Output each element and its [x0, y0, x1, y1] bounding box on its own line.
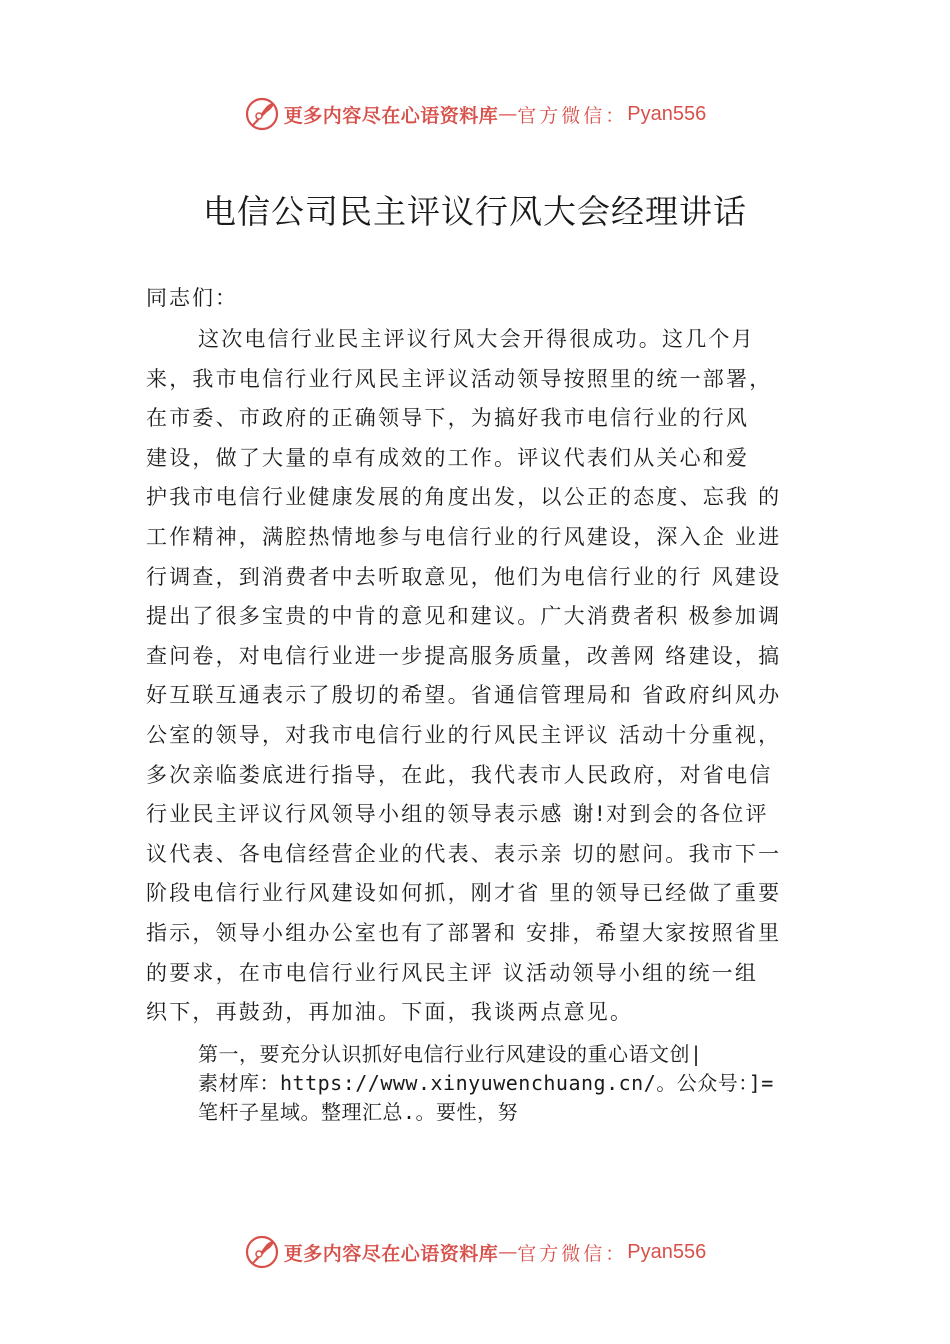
- footer-watermark-banner: [0, 1232, 950, 1272]
- body-line: 查问卷，对电信行业进一步提高服务质量，改善网 络建设，搞: [146, 643, 782, 668]
- body-line: 行调查，到消费者中去听取意见，他们为电信行业的行 风建设: [146, 564, 782, 589]
- banner-text: 更多内容尽在心语资料库: [283, 1242, 499, 1265]
- banner-wechat-id: Pyan556: [627, 1240, 707, 1263]
- body-line: 阶段电信行业行风建设如何抓，刚才省 里的领导已经做了重要: [146, 881, 782, 906]
- body-line: 指示，领导小组办公室也有了部署和 安排，希望大家按照省里: [146, 920, 782, 945]
- banner-label: 官方微信：: [517, 1242, 628, 1265]
- body-line: 提出了很多宝贵的中肯的意见和建议。广大消费者积 极参加调: [146, 604, 782, 629]
- body-line: 的要求，在市电信行业行风民主评 议活动领导小组的统一组: [146, 960, 759, 985]
- banner-wechat-id: Pyan556: [627, 102, 707, 125]
- closing-line: 素材库：https://www.xinyuwenchuang.cn/。公众号：]=: [198, 1071, 774, 1095]
- body-line: 这次电信行业民主评议行风大会开得很成功。这几个月: [198, 327, 755, 351]
- banner-separator: —: [498, 103, 518, 125]
- body-line: 好互联互通表示了殷切的希望。省通信管理局和 省政府纠风办: [146, 683, 782, 708]
- body-line: 工作精神，满腔热情地参与电信行业的行风建设，深入企 业进: [146, 524, 782, 549]
- salutation: 同志们：: [146, 286, 238, 310]
- closing-line: 笔杆子星域。整理汇总.。要性，努: [198, 1100, 519, 1124]
- banner-separator: —: [498, 1241, 518, 1263]
- banner-label: 官方微信：: [517, 104, 628, 127]
- quill-logo-icon: [244, 1234, 280, 1270]
- closing-paragraph: [198, 1040, 838, 1127]
- document-title: 电信公司民主评议行风大会经理讲话: [203, 192, 747, 231]
- body-line: 行业民主评议行风领导小组的领导表示感 谢!对到会的各位评: [146, 802, 769, 827]
- body-line: 来，我市电信行业行风民主评议活动领导按照里的统一部署，: [146, 366, 773, 391]
- quill-logo-icon: [244, 96, 280, 132]
- body-line: 议代表、各电信经营企业的代表、表示亲 切的慰问。我市下一: [146, 841, 782, 866]
- body-line: 织下，再鼓劲，再加油。下面，我谈两点意见。: [146, 1000, 634, 1025]
- body-paragraph: [146, 320, 836, 1033]
- body-line: 护我市电信行业健康发展的角度出发，以公正的态度、忘我 的: [146, 485, 782, 510]
- body-line: 在市委、市政府的正确领导下，为搞好我市电信行业的行风: [146, 406, 750, 431]
- body-line: 多次亲临娄底进行指导，在此，我代表市人民政府，对省电信: [146, 762, 773, 787]
- body-line: 建设，做了大量的卓有成效的工作。评议代表们从关心和爱: [146, 445, 750, 470]
- banner-text: 更多内容尽在心语资料库: [283, 104, 499, 127]
- header-watermark-banner: [0, 94, 950, 134]
- body-line: 公室的领导，对我市电信行业的行风民主评议 活动十分重视，: [146, 722, 782, 747]
- closing-line: 第一，要充分认识抓好电信行业行风建设的重心语文创|: [198, 1042, 703, 1066]
